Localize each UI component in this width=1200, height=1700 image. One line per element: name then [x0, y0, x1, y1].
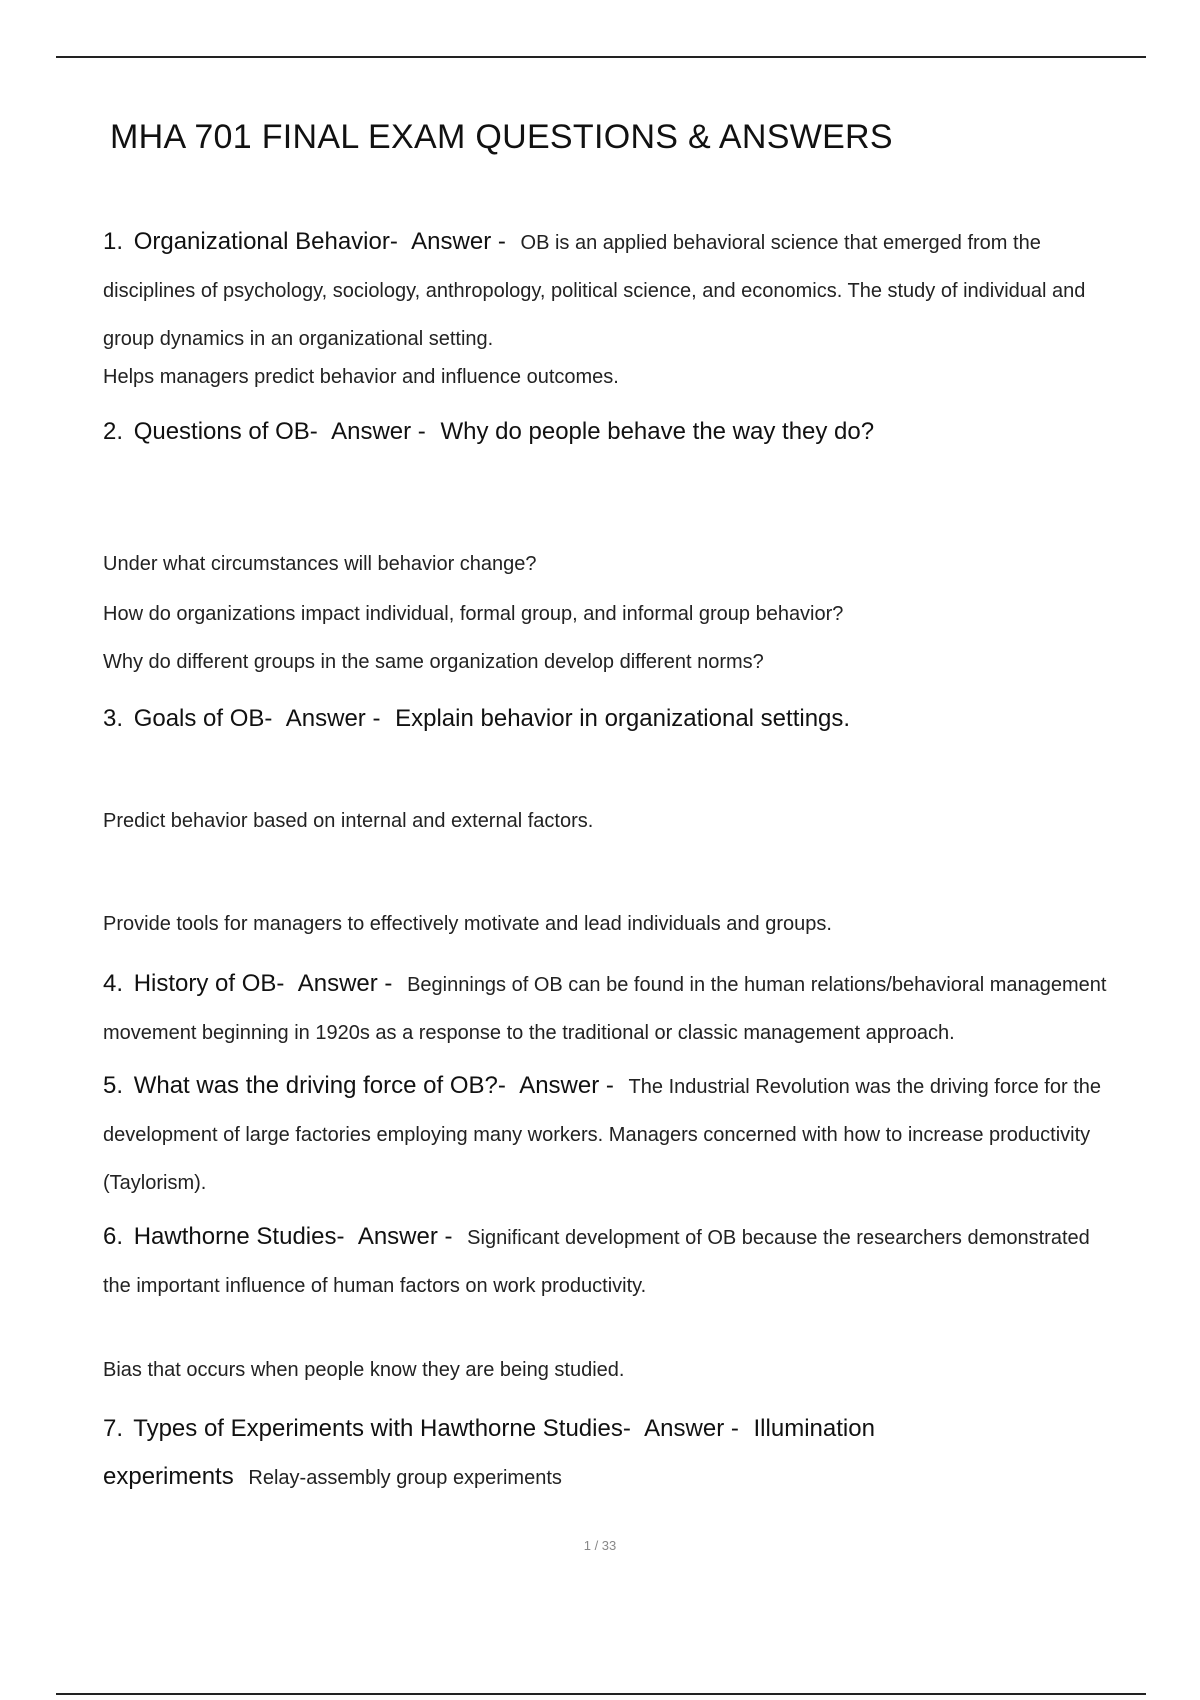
- item-term: What was the driving force of OB?-: [133, 1072, 506, 1099]
- item-number: 3.: [103, 705, 124, 732]
- item-note: Provide tools for managers to effectively motivate and lead individuals and groups.: [103, 913, 832, 935]
- item-note: Predict behavior based on internal and external factors.: [103, 810, 594, 832]
- item-term: History of OB-: [133, 970, 285, 997]
- answer-label: Answer -: [519, 1072, 614, 1099]
- item-number: 1.: [103, 228, 124, 255]
- item-term: Hawthorne Studies-: [133, 1223, 345, 1250]
- item-answer: Explain behavior in organizational settings.: [395, 705, 851, 732]
- item-number: 7.: [103, 1415, 124, 1442]
- item-number: 6.: [103, 1223, 124, 1250]
- item-term: Goals of OB-: [133, 705, 273, 732]
- bottom-rule: [56, 1693, 1146, 1695]
- item-answer: Significant development of OB because the researchers demonstrated the important influence of human factors on work productivity.: [103, 1227, 1090, 1297]
- item-number: 4.: [103, 970, 124, 997]
- item-term: Types of Experiments with Hawthorne Studies-: [133, 1415, 631, 1442]
- answer-label: Answer -: [357, 1223, 453, 1250]
- item-term: Questions of OB-: [133, 418, 318, 445]
- answer-label: Answer -: [411, 228, 506, 255]
- item-answer: The Industrial Revolution was the driving force for the development of large factories employing many workers. Managers concerned with how to increase productivity (Taylorism).: [103, 1076, 1102, 1194]
- answer-label: Answer -: [331, 418, 426, 445]
- top-rule: [56, 56, 1146, 58]
- item-answer: Illumination experiments: [103, 1415, 875, 1490]
- page-title: MHA 701 FINAL EXAM QUESTIONS & ANSWERS: [110, 118, 893, 156]
- qa-item-3: [103, 695, 1123, 743]
- item-note: How do organizations impact individual, formal group, and informal group behavior?: [103, 603, 844, 625]
- item-number: 2.: [103, 418, 124, 445]
- qa-item-2: [103, 408, 1123, 456]
- item-answer: Why do people behave the way they do?: [440, 418, 875, 445]
- page-indicator: 1 / 33: [583, 1538, 617, 1553]
- qa-item-6: [103, 1213, 1123, 1310]
- qa-item-7: [103, 1405, 963, 1502]
- qa-item-1: [103, 218, 1123, 363]
- item-note: Under what circumstances will behavior change?: [103, 553, 537, 575]
- qa-item-5: [103, 1062, 1123, 1207]
- item-answer: Beginnings of OB can be found in the human relations/behavioral management movement beginning in 1920s as a response to the traditional or classic management approach.: [103, 974, 1107, 1044]
- item-note: Helps managers predict behavior and influence outcomes.: [103, 366, 619, 388]
- item-answer: OB is an applied behavioral science that emerged from the disciplines of psychology, sociology, anthropology, political science, and economics. The study of individual and group dynamics in an organizational setting.: [103, 232, 1086, 350]
- item-note: Bias that occurs when people know they are being studied.: [103, 1359, 625, 1381]
- item-term: Organizational Behavior-: [133, 228, 398, 255]
- answer-label: Answer -: [285, 705, 381, 732]
- item-answer-continued: Relay-assembly group experiments: [248, 1467, 562, 1489]
- item-note: Why do different groups in the same organization develop different norms?: [103, 651, 764, 673]
- item-number: 5.: [103, 1072, 124, 1099]
- qa-item-4: [103, 960, 1123, 1057]
- answer-label: Answer -: [297, 970, 393, 997]
- answer-label: Answer -: [644, 1415, 739, 1442]
